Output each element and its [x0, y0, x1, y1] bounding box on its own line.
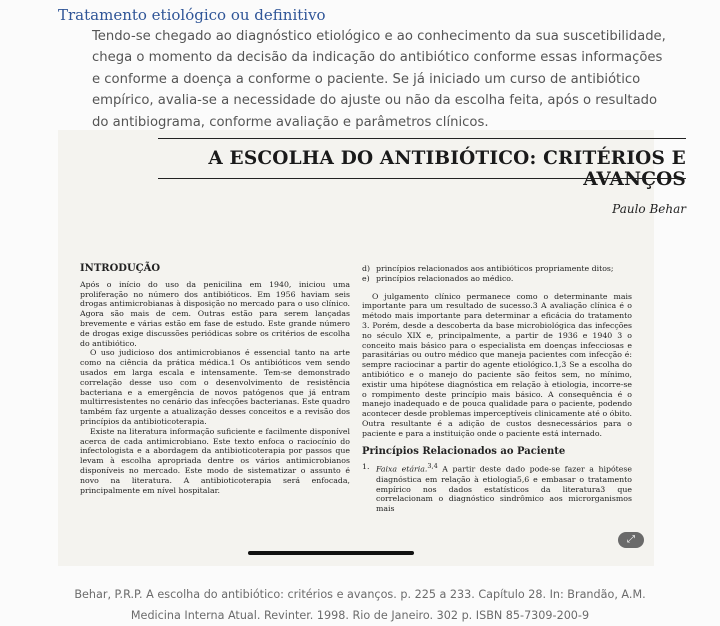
author-name: Paulo Behar	[612, 202, 686, 216]
intro-paragraph-2: O uso judicioso dos antimicrobianos é essencial tanto na arte como na ciência da prática médica.1 Os antibióticos vem sendo usados em larga escala e intensamente. Tem-se demonstrado correlação desse uso com o desenvolvimento de resistência bacteriana e a emergência de novos patógenos que já entram multirresistentes no cenário das infecções bacterianas. Este quadro também faz urgente a atualização desses conceitos e a revisão dos princípios da antibioticoterapia.	[80, 348, 350, 426]
numbered-text	[376, 462, 632, 514]
top-rule	[158, 138, 686, 139]
section-heading: Tratamento etiológico ou definitivo	[58, 6, 326, 24]
list-text: princípios relacionados aos antibióticos propriamente ditos;	[376, 264, 614, 273]
chapter-title: A ESCOLHA DO ANTIBIÓTICO: CRITÉRIOS E AVANÇOS	[208, 148, 686, 190]
intro-paragraph-1: Após o início do uso da penicilina em 1940, iniciou uma proliferação no número dos antibióticos. Em 1956 haviam seis drogas antimicrobianas à disposição no mercado para o uso clínico. Agora são mais de cem. Outras estão para serem lançadas brevemente e várias estão em fase de estudo. Este grande número de drogas exige discussões periódicas sobre os critérios de escolha do antibiótico.	[80, 279, 350, 348]
horizontal-scrollbar[interactable]	[248, 551, 414, 555]
numbered-refs: 3,4	[427, 462, 438, 471]
principles-list	[362, 264, 632, 284]
citation-caption: Behar, P.R.P. A escolha do antibiótico: critérios e avanços. p. 225 a 233. Capítulo 28. In: Brandão, A.M. Medicina Interna Atual. Revinter. 1998. Rio de Janeiro. 302 p. ISBN 85-7309-200-9	[74, 588, 646, 622]
expand-icon[interactable]: ⤢	[618, 532, 644, 548]
introduction-heading: INTRODUÇÃO	[80, 263, 161, 274]
list-item	[362, 274, 632, 284]
patient-principles-heading: Princípios Relacionados ao Paciente	[362, 445, 566, 457]
numbered-label: Faixa etária.	[376, 464, 428, 474]
intro-paragraph-3: Existe na literatura informação suficiente e facilmente disponível acerca de cada antimicrobiano. Este texto enfoca o raciocínio do infectologista e a abordagem da antibioticoterapia por passos que levam à escolha apropriada dentre os vários antimicrobianos disponíveis no mercado. Este modo de sistematizar o assunto é novo na literatura. A antibioticoterapia será enfocada, principalmente em nível hospitalar.	[80, 426, 350, 495]
list-marker: d)	[362, 264, 371, 273]
right-column	[362, 264, 632, 514]
intro-paragraph: Tendo-se chegado ao diagnóstico etiológico e ao conhecimento da sua suscetibilidade, chega o momento da decisão da indicação do antibiótico conforme essas informações e conforme a doença a conforme o paciente. Se já iniciado um curso de antibiótico empírico, avalia-se a necessidade do ajuste ou não da escolha feita, após o resultado do antibiograma, conforme avaliação e parâmetros clínicos.	[92, 29, 666, 130]
title-rule	[158, 178, 686, 179]
numbered-body: A partir deste dado pode-se fazer a hipótese diagnóstica em relação à etiologia5,6 e embasar o tratamento empírico nos dados estatísticos da literatura3 que correlacionam o diagnóstico sindrômico aos microrganismos mais	[376, 464, 633, 514]
left-column	[80, 264, 350, 495]
list-item	[362, 264, 632, 274]
list-marker: e)	[362, 273, 370, 283]
clinical-judgement-paragraph: O julgamento clínico permanece como o determinante mais importante para um resultado de sucesso.3 A avaliação clínica é o método mais importante para determinar a eficácia do tratamento 3. Porém, desde a descoberta da base microbiológica das infecções no século XIX e, principalmente, a partir de 1936 e 1940 3 o conceito mais básico para o especialista em doenças infecciosas e parasitárias ou outro médico que maneja pacientes com infecção é: sempre raciocinar a partir do agente etiológico.1,3 Se a escolha do antibiótico e o manejo do paciente são feitos sem, no mínimo, existir uma hipótese diagnóstica em relação à etiologia, incorre-se o rompimento deste princípio mais básico. A consequência é o manejo inadequado e de pouca qualidade para o paciente, podendo acontecer desde problemas imperceptíveis clinicamente até o óbito. Outra resultante é a adição de custos desnecessários para o paciente e para a instituição onde o paciente está internado.	[362, 291, 632, 438]
scanned-page-image	[58, 130, 686, 566]
numbered-item	[362, 462, 632, 514]
list-text: princípios relacionados ao médico.	[376, 273, 514, 283]
numbered-marker: 1.	[362, 462, 370, 472]
